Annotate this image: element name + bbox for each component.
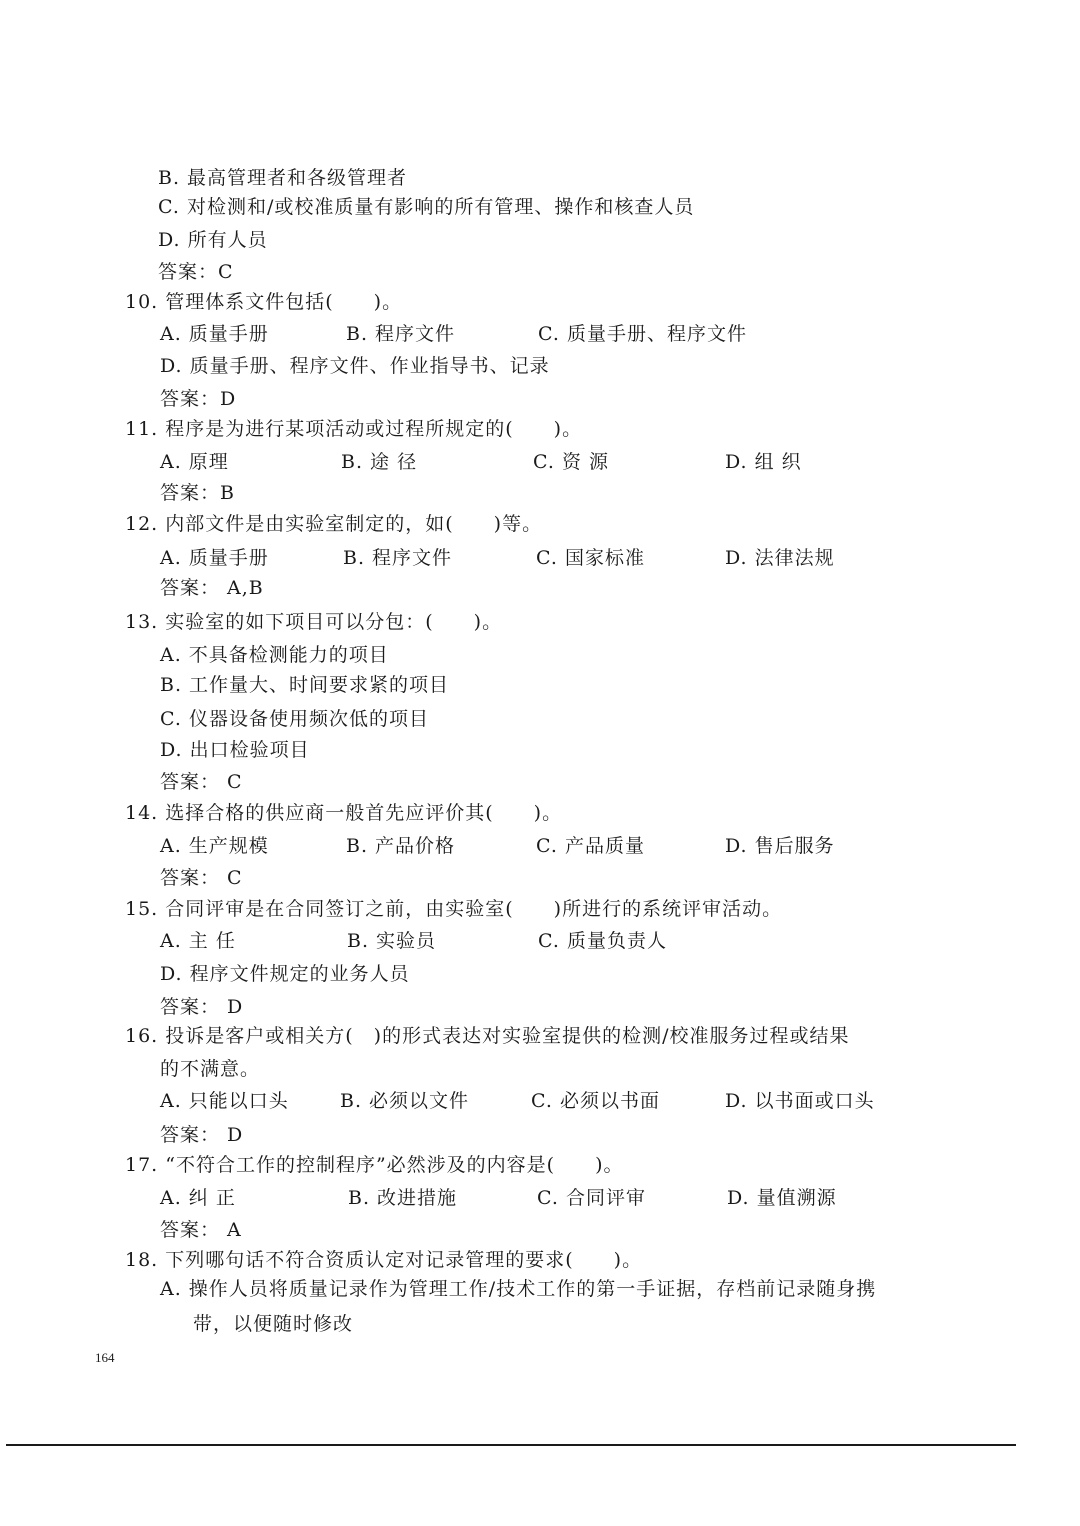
option-text: B. 产品价格: [346, 835, 456, 857]
question-text: 12. 内部文件是由实验室制定的，如( )等。: [125, 513, 543, 535]
answer-text: 答案： C: [160, 867, 243, 889]
option-text: A. 质量手册: [160, 547, 269, 569]
question-text: 13. 实验室的如下项目可以分包：( )。: [125, 611, 503, 633]
option-text: A. 主 任: [160, 930, 236, 952]
option-text: C. 产品质量: [536, 835, 645, 857]
option-text: D. 所有人员: [158, 229, 268, 251]
option-text-continued: 带，以便随时修改: [193, 1313, 354, 1335]
option-text: D. 组 织: [725, 451, 802, 473]
option-text: A. 质量手册: [160, 323, 269, 345]
option-text: D. 出口检验项目: [160, 739, 310, 761]
option-text: C. 质量手册、程序文件: [538, 323, 747, 345]
option-text: C. 必须以书面: [531, 1090, 660, 1112]
answer-text: 答案：C: [158, 261, 234, 283]
option-text: B. 最高管理者和各级管理者: [158, 167, 408, 189]
answer-text: 答案： A: [160, 1219, 242, 1241]
option-text: C. 合同评审: [537, 1187, 646, 1209]
question-text: 14. 选择合格的供应商一般首先应评价其( )。: [125, 802, 563, 824]
option-text: B. 途 径: [341, 451, 418, 473]
option-text: B. 实验员: [347, 930, 437, 952]
option-text: A. 操作人员将质量记录作为管理工作/技术工作的第一手证据，存档前记录随身携: [160, 1278, 877, 1300]
answer-text: 答案：D: [160, 388, 237, 410]
option-text: C. 质量负责人: [538, 930, 667, 952]
question-text-continued: 的不满意。: [160, 1058, 261, 1080]
option-text: C. 仪器设备使用频次低的项目: [160, 708, 429, 730]
option-text: A. 生产规模: [160, 835, 269, 857]
option-text: B. 必须以文件: [340, 1090, 470, 1112]
question-text: 17. “不符合工作的控制程序”必然涉及的内容是( )。: [125, 1154, 624, 1176]
option-text: B. 改进措施: [348, 1187, 458, 1209]
page-number: 164: [95, 1350, 115, 1365]
option-text: C. 国家标准: [536, 547, 645, 569]
option-text: A. 不具备检测能力的项目: [160, 644, 389, 666]
question-text: 15. 合同评审是在合同签订之前，由实验室( )所进行的系统评审活动。: [125, 898, 783, 920]
option-text: C. 对检测和/或校准质量有影响的所有管理、操作和核查人员: [158, 196, 695, 218]
question-text: 10. 管理体系文件包括( )。: [125, 291, 403, 313]
option-text: B. 程序文件: [346, 323, 456, 345]
option-text: A. 纠 正: [160, 1187, 236, 1209]
option-text: A. 原理: [160, 451, 229, 473]
question-text: 16. 投诉是客户或相关方( )的形式表达对实验室提供的检测/校准服务过程或结果: [125, 1025, 850, 1047]
option-text: A. 只能以口头: [160, 1090, 289, 1112]
answer-text: 答案： D: [160, 996, 244, 1018]
answer-text: 答案： A,B: [160, 577, 264, 599]
option-text: D. 程序文件规定的业务人员: [160, 963, 410, 985]
option-text: D. 量值溯源: [727, 1187, 837, 1209]
option-text: B. 工作量大、时间要求紧的项目: [160, 674, 450, 696]
footer-rule: [6, 1444, 1016, 1446]
question-text: 11. 程序是为进行某项活动或过程所规定的( )。: [125, 418, 583, 440]
option-text: D. 以书面或口头: [725, 1090, 875, 1112]
answer-text: 答案：B: [160, 482, 235, 504]
question-text: 18. 下列哪句话不符合资质认定对记录管理的要求( )。: [125, 1249, 643, 1271]
option-text: C. 资 源: [533, 451, 609, 473]
option-text: D. 售后服务: [725, 835, 835, 857]
option-text: B. 程序文件: [343, 547, 453, 569]
answer-text: 答案： C: [160, 771, 243, 793]
option-text: D. 质量手册、程序文件、作业指导书、记录: [160, 355, 550, 377]
answer-text: 答案： D: [160, 1124, 244, 1146]
option-text: D. 法律法规: [725, 547, 835, 569]
